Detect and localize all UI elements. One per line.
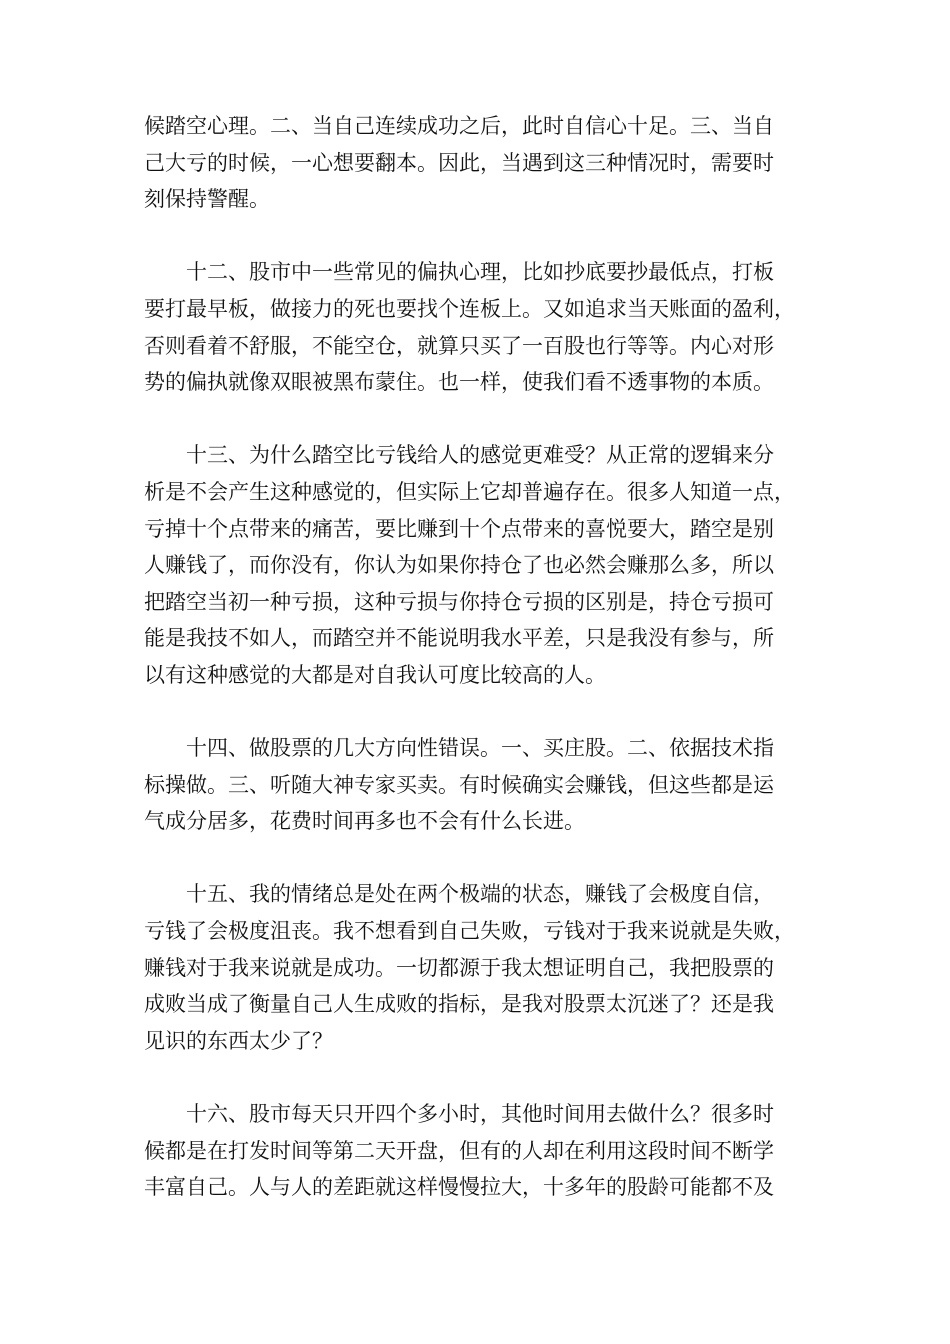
text-line: 要打最早板，做接力的死也要找个连板上。又如追求当天账面的盈利， xyxy=(144,296,795,321)
text-line: 赚钱对于我来说就是成功。一切都源于我太想证明自己，我把股票的 xyxy=(144,955,774,980)
paragraph-3 xyxy=(144,437,824,693)
paragraph-1 xyxy=(144,108,824,218)
text-line: 否则看着不舒服，不能空仓，就算只买了一百股也行等等。内心对形 xyxy=(144,333,774,358)
text-line: 见识的东西太少了？ xyxy=(144,1028,333,1053)
text-line: 亏掉十个点带来的痛苦，要比赚到十个点带来的喜悦要大，踏空是别 xyxy=(144,516,774,541)
text-line: 气成分居多，花费时间再多也不会有什么长进。 xyxy=(144,809,585,834)
paragraph-6 xyxy=(144,1096,824,1206)
text-line: 能是我技不如人，而踏空并不能说明我水平差，只是我没有参与，所 xyxy=(144,626,774,651)
text-line: 成败当成了衡量自己人生成败的指标，是我对股票太沉迷了？还是我 xyxy=(144,992,774,1017)
paragraph-5 xyxy=(144,876,824,1059)
text-line: 势的偏执就像双眼被黑布蒙住。也一样，使我们看不透事物的本质。 xyxy=(144,370,774,395)
paragraph-4 xyxy=(144,730,824,840)
text-line: 候都是在打发时间等第二天开盘，但有的人却在利用这段时间不断学 xyxy=(144,1138,774,1163)
text-line: 十二、股市中一些常见的偏执心理，比如抄底要抄最低点，打板 xyxy=(186,260,774,285)
text-line: 候踏空心理。二、当自己连续成功之后，此时自信心十足。三、当自 xyxy=(144,114,774,138)
text-line: 己大亏的时候，一心想要翻本。因此，当遇到这三种情况时，需要时 xyxy=(144,150,774,175)
text-line: 十五、我的情绪总是处在两个极端的状态，赚钱了会极度自信， xyxy=(186,882,774,907)
text-line: 刻保持警醒。 xyxy=(144,187,270,212)
text-line: 析是不会产生这种感觉的，但实际上它却普遍存在。很多人知道一点， xyxy=(144,479,795,504)
text-line: 十六、股市每天只开四个多小时，其他时间用去做什么？很多时 xyxy=(186,1102,774,1127)
text-line: 亏钱了会极度沮丧。我不想看到自己失败，亏钱对于我来说就是失败， xyxy=(144,919,795,944)
text-line: 把踏空当初一种亏损，这种亏损与你持仓亏损的区别是，持仓亏损可 xyxy=(144,589,774,614)
text-line: 丰富自己。人与人的差距就这样慢慢拉大，十多年的股龄可能都不及 xyxy=(144,1175,774,1200)
document-page xyxy=(144,108,824,1242)
text-line: 以有这种感觉的大都是对自我认可度比较高的人。 xyxy=(144,662,606,687)
text-line: 人赚钱了，而你没有，你认为如果你持仓了也必然会赚那么多，所以 xyxy=(144,553,774,578)
text-line: 十四、做股票的几大方向性错误。一、买庄股。二、依据技术指 xyxy=(186,736,774,761)
text-line: 标操做。三、听随大神专家买卖。有时候确实会赚钱，但这些都是运 xyxy=(144,772,774,797)
text-line: 十三、为什么踏空比亏钱给人的感觉更难受？从正常的逻辑来分 xyxy=(186,443,774,468)
paragraph-2 xyxy=(144,254,824,400)
